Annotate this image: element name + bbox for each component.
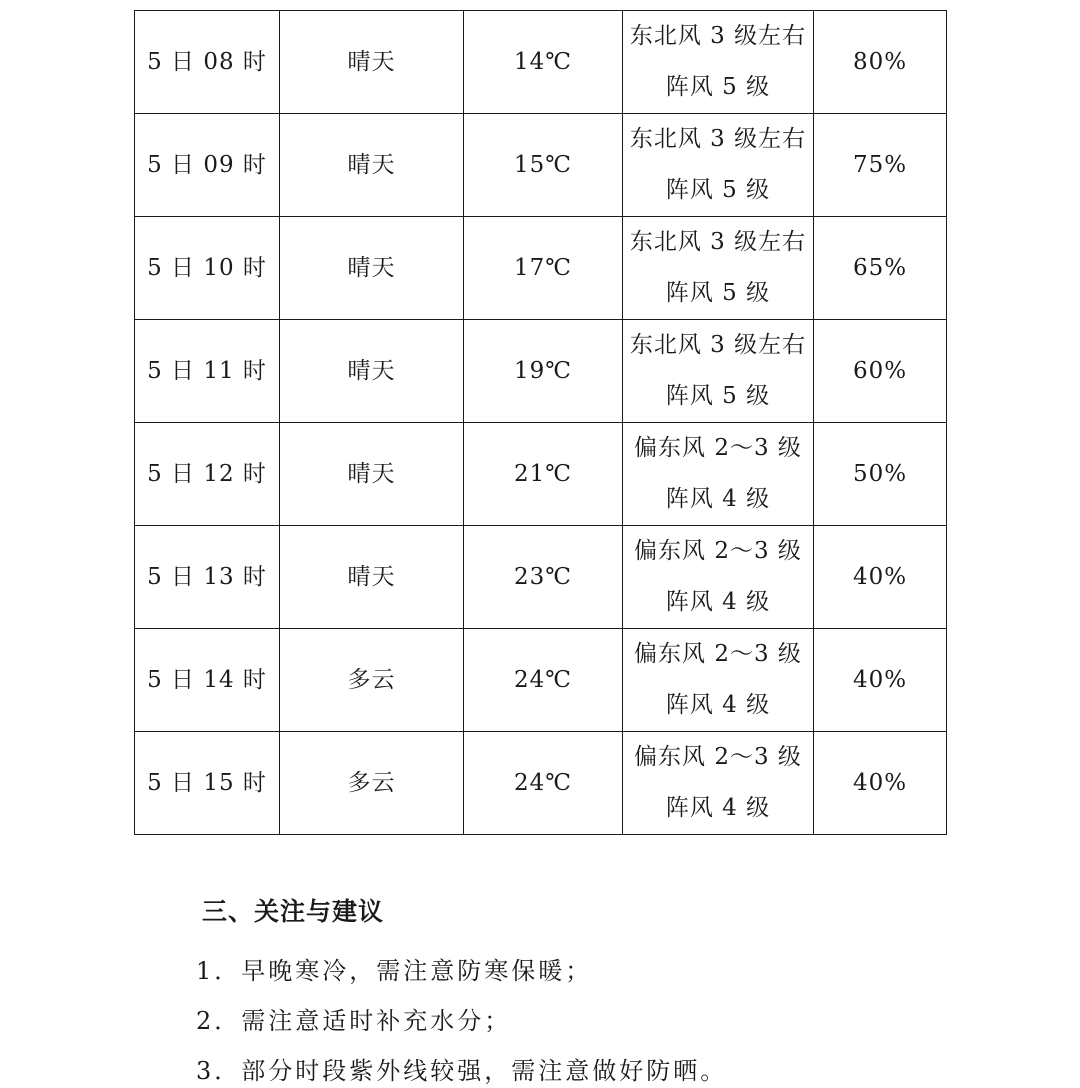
humidity-cell: 40% [814, 732, 947, 835]
wind-direction-text: 偏东风 2～3 级 [634, 744, 802, 770]
temperature-cell: 24℃ [464, 629, 623, 732]
advice-item: 1．早晚寒冷，需注意防寒保暖； [196, 957, 593, 985]
humidity-cell: 75% [814, 114, 947, 217]
wind-cell [623, 526, 814, 629]
advice-item: 3．部分时段紫外线较强，需注意做好防晒。 [196, 1057, 728, 1085]
gust-text: 阵风 4 级 [665, 692, 771, 718]
advice-heading: 三、关注与建议 [202, 897, 385, 926]
wind-cell [623, 11, 814, 114]
humidity-cell: 50% [814, 423, 947, 526]
wind-direction-text: 东北风 3 级左右 [629, 126, 807, 152]
time-cell: 5 日 12 时 [135, 423, 280, 526]
weather-cell: 多云 [280, 732, 464, 835]
weather-cell: 晴天 [280, 423, 464, 526]
time-cell: 5 日 11 时 [135, 320, 280, 423]
gust-text: 阵风 5 级 [665, 383, 771, 409]
advice-section [196, 892, 1056, 1088]
time-cell: 5 日 14 时 [135, 629, 280, 732]
time-cell: 5 日 09 时 [135, 114, 280, 217]
wind-direction-text: 偏东风 2～3 级 [634, 641, 802, 667]
wind-direction-text: 东北风 3 级左右 [629, 23, 807, 49]
time-cell: 5 日 08 时 [135, 11, 280, 114]
gust-text: 阵风 4 级 [665, 589, 771, 615]
forecast-table [134, 10, 947, 835]
gust-text: 阵风 5 级 [665, 74, 771, 100]
time-cell: 5 日 10 时 [135, 217, 280, 320]
wind-direction-text: 偏东风 2～3 级 [634, 538, 802, 564]
table-row [135, 114, 947, 217]
table-row [135, 526, 947, 629]
wind-cell [623, 629, 814, 732]
time-cell: 5 日 15 时 [135, 732, 280, 835]
weather-cell: 晴天 [280, 526, 464, 629]
humidity-cell: 60% [814, 320, 947, 423]
wind-direction-text: 东北风 3 级左右 [629, 332, 807, 358]
gust-text: 阵风 4 级 [665, 486, 771, 512]
table-row [135, 629, 947, 732]
wind-direction-text: 东北风 3 级左右 [629, 229, 807, 255]
gust-text: 阵风 5 级 [665, 280, 771, 306]
weather-cell: 晴天 [280, 320, 464, 423]
wind-cell [623, 320, 814, 423]
humidity-cell: 40% [814, 629, 947, 732]
table-row [135, 11, 947, 114]
wind-cell [623, 217, 814, 320]
wind-direction-text: 偏东风 2～3 级 [634, 435, 802, 461]
temperature-cell: 14℃ [464, 11, 623, 114]
wind-cell [623, 423, 814, 526]
temperature-cell: 19℃ [464, 320, 623, 423]
table-row [135, 320, 947, 423]
weather-cell: 晴天 [280, 217, 464, 320]
gust-text: 阵风 4 级 [665, 795, 771, 821]
gust-text: 阵风 5 级 [665, 177, 771, 203]
wind-cell [623, 732, 814, 835]
advice-item: 2．需注意适时补充水分； [196, 1007, 512, 1035]
temperature-cell: 23℃ [464, 526, 623, 629]
table-row [135, 732, 947, 835]
forecast-table-body [135, 11, 947, 835]
table-row [135, 217, 947, 320]
weather-cell: 晴天 [280, 11, 464, 114]
table-row [135, 423, 947, 526]
temperature-cell: 24℃ [464, 732, 623, 835]
temperature-cell: 15℃ [464, 114, 623, 217]
temperature-cell: 21℃ [464, 423, 623, 526]
weather-cell: 晴天 [280, 114, 464, 217]
humidity-cell: 80% [814, 11, 947, 114]
humidity-cell: 40% [814, 526, 947, 629]
time-cell: 5 日 13 时 [135, 526, 280, 629]
wind-cell [623, 114, 814, 217]
humidity-cell: 65% [814, 217, 947, 320]
temperature-cell: 17℃ [464, 217, 623, 320]
weather-cell: 多云 [280, 629, 464, 732]
